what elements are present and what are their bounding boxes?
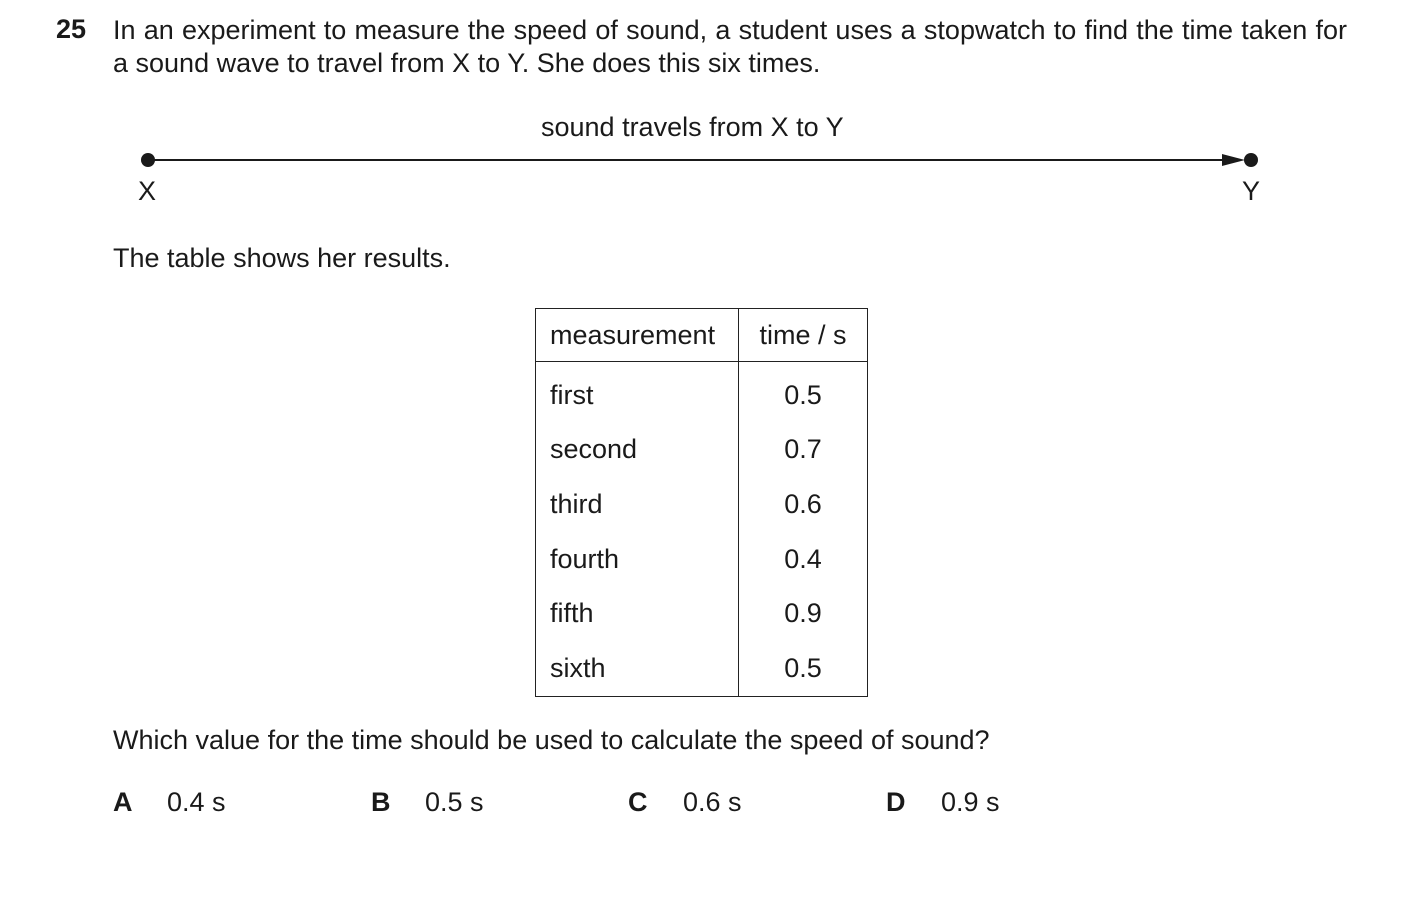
- cell-measurement: first: [536, 362, 739, 423]
- cell-measurement: sixth: [536, 641, 739, 696]
- option-c-letter: C: [628, 787, 648, 817]
- table-row: [536, 477, 868, 532]
- cell-time: 0.7: [739, 423, 868, 478]
- cell-time: 0.5: [739, 641, 868, 696]
- question-number: 25: [56, 14, 87, 44]
- cell-time: 0.4: [739, 532, 868, 587]
- option-d-letter: D: [886, 787, 906, 817]
- table-row: [536, 586, 868, 641]
- question-stem: In an experiment to measure the speed of sound, a student uses a stopwatch to find the time taken for a sound wave to travel from X to Y. She does this six times.: [113, 15, 1347, 78]
- table-row: [536, 532, 868, 587]
- table-header-row: [536, 309, 868, 362]
- point-y-label: Y: [1242, 176, 1261, 206]
- results-table: [535, 308, 868, 697]
- table-row: [536, 423, 868, 478]
- sound-path-diagram: [0, 0, 1403, 220]
- header-time: time / s: [739, 309, 868, 362]
- option-d-value[interactable]: 0.9 s: [941, 787, 1000, 817]
- cell-measurement: third: [536, 477, 739, 532]
- point-x-dot: [141, 153, 155, 167]
- cell-time: 0.6: [739, 477, 868, 532]
- diagram-caption: sound travels from X to Y: [541, 112, 844, 142]
- header-measurement: measurement: [536, 309, 739, 362]
- table-intro: The table shows her results.: [113, 243, 451, 273]
- cell-measurement: fifth: [536, 586, 739, 641]
- point-x-label: X: [138, 176, 157, 206]
- option-a-letter: A: [113, 787, 133, 817]
- cell-measurement: second: [536, 423, 739, 478]
- option-c-value[interactable]: 0.6 s: [683, 787, 742, 817]
- cell-measurement: fourth: [536, 532, 739, 587]
- question-prompt: Which value for the time should be used to calculate the speed of sound?: [113, 725, 990, 755]
- table-row: [536, 362, 868, 423]
- option-b-value[interactable]: 0.5 s: [425, 787, 484, 817]
- option-b-letter: B: [371, 787, 391, 817]
- table-row: [536, 641, 868, 696]
- cell-time: 0.5: [739, 362, 868, 423]
- arrowhead-icon: [1222, 154, 1245, 166]
- cell-time: 0.9: [739, 586, 868, 641]
- option-a-value[interactable]: 0.4 s: [167, 787, 226, 817]
- point-y-dot: [1244, 153, 1258, 167]
